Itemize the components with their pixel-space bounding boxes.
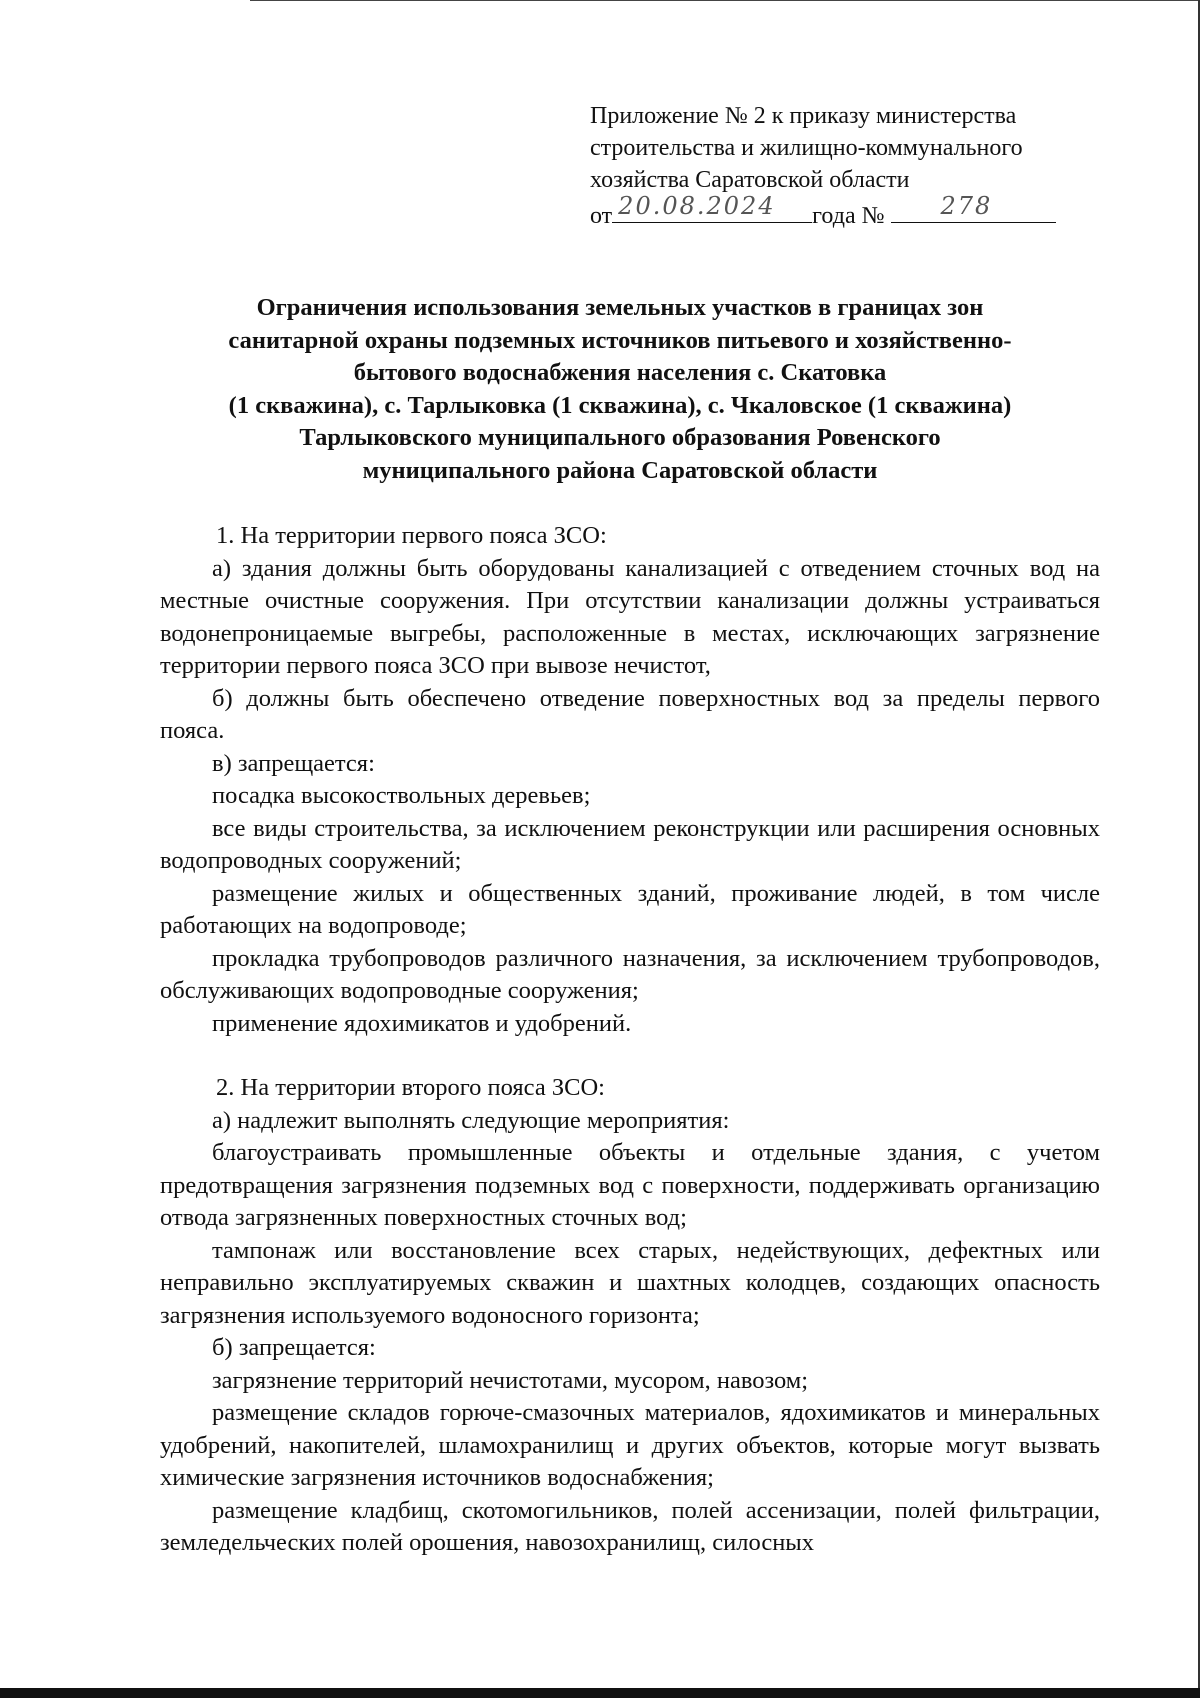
paragraph: размещение кладбищ, скотомогильников, полей ассенизации, полей фильтрации, земледельческих полей орошения, навозохранилищ, силосных [160,1496,1100,1556]
title-line: Тарлыковского муниципального образования Ровенского [299,424,941,451]
scan-edge-top [250,0,1200,1]
date-suffix: года № [812,203,885,229]
paragraph: тампонаж или восстановление всех старых, недействующих, дефектных или неправильно эксплуатируемых скважин и шахтных колодцев, создающих опасность загрязнения используемого водоносного горизонта; [160,1236,1100,1329]
date-blank [612,192,812,223]
section-heading: 2. На территории второго пояса ЗСО: [216,1074,605,1101]
scan-edge-bottom [0,1688,1200,1698]
section-gap [160,1040,1100,1072]
number-blank [891,192,1056,223]
handwritten-number: 278 [940,192,993,220]
header-line: хозяйства Саратовской области [590,167,910,193]
document-title [150,292,1090,487]
order-date-line [590,192,1110,232]
title-line: муниципального района Саратовской области [362,456,878,484]
paragraph: б) запрещается: [212,1334,376,1361]
paragraph: применение ядохимикатов и удобрений. [212,1009,632,1037]
header-line: строительства и жилищно-коммунального [590,135,1023,161]
paragraph: прокладка трубопроводов различного назначения, за исключением трубопроводов, обслуживающих водопроводные сооружения; [160,944,1100,1004]
paragraph: размещение жилых и общественных зданий, проживание людей, в том числе работающих на водопроводе; [160,879,1100,939]
document-body [160,520,1100,1560]
paragraph: посадка высокоствольных деревьев; [212,782,591,809]
paragraph: благоустраивать промышленные объекты и отдельные здания, с учетом предотвращения загрязнения подземных вод с поверхности, поддерживать организацию отвода загрязненных поверхностных сточных вод; [160,1139,1100,1231]
paragraph: а) надлежит выполнять следующие мероприятия: [212,1106,730,1134]
paragraph: все виды строительства, за исключением реконструкции или расширения основных водопроводных сооружений; [160,814,1100,874]
title-line: (1 скважина), с. Тарлыковка (1 скважина), с. Чкаловское (1 скважина) [228,391,1012,419]
date-prefix: от [590,203,613,229]
title-line: санитарной охраны подземных источников питьевого и хозяйственно- [228,326,1012,354]
appendix-header [590,100,1110,232]
header-line: Приложение № 2 к приказу министерства [590,103,1017,129]
paragraph: в) запрещается: [212,749,375,777]
title-line: Ограничения использования земельных участков в границах зон [256,294,984,321]
handwritten-date: 20.08.2024 [618,192,776,220]
paragraph: а) здания должны быть оборудованы канализацией с отведением сточных вод на местные очистные сооружения. При отсутствии канализации должны устраиваться водонепроницаемые выгребы, расположенные в местах, исключающих загрязнение территории первого пояса ЗСО при вывозе нечистот, [160,554,1100,679]
paragraph: размещение складов горюче-смазочных материалов, ядохимикатов и минеральных удобрений, накопителей, шламохранилищ и других объектов, которые могут вызвать химические загрязнения источников водоснабжения; [160,1399,1100,1491]
paragraph: загрязнение территорий нечистотами, мусором, навозом; [212,1366,809,1394]
section-heading: 1. На территории первого пояса ЗСО: [216,522,607,549]
paragraph: б) должны быть обеспечено отведение поверхностных вод за пределы первого пояса. [160,684,1100,744]
title-line: бытового водоснабжения населения с. Скатовка [353,359,887,386]
